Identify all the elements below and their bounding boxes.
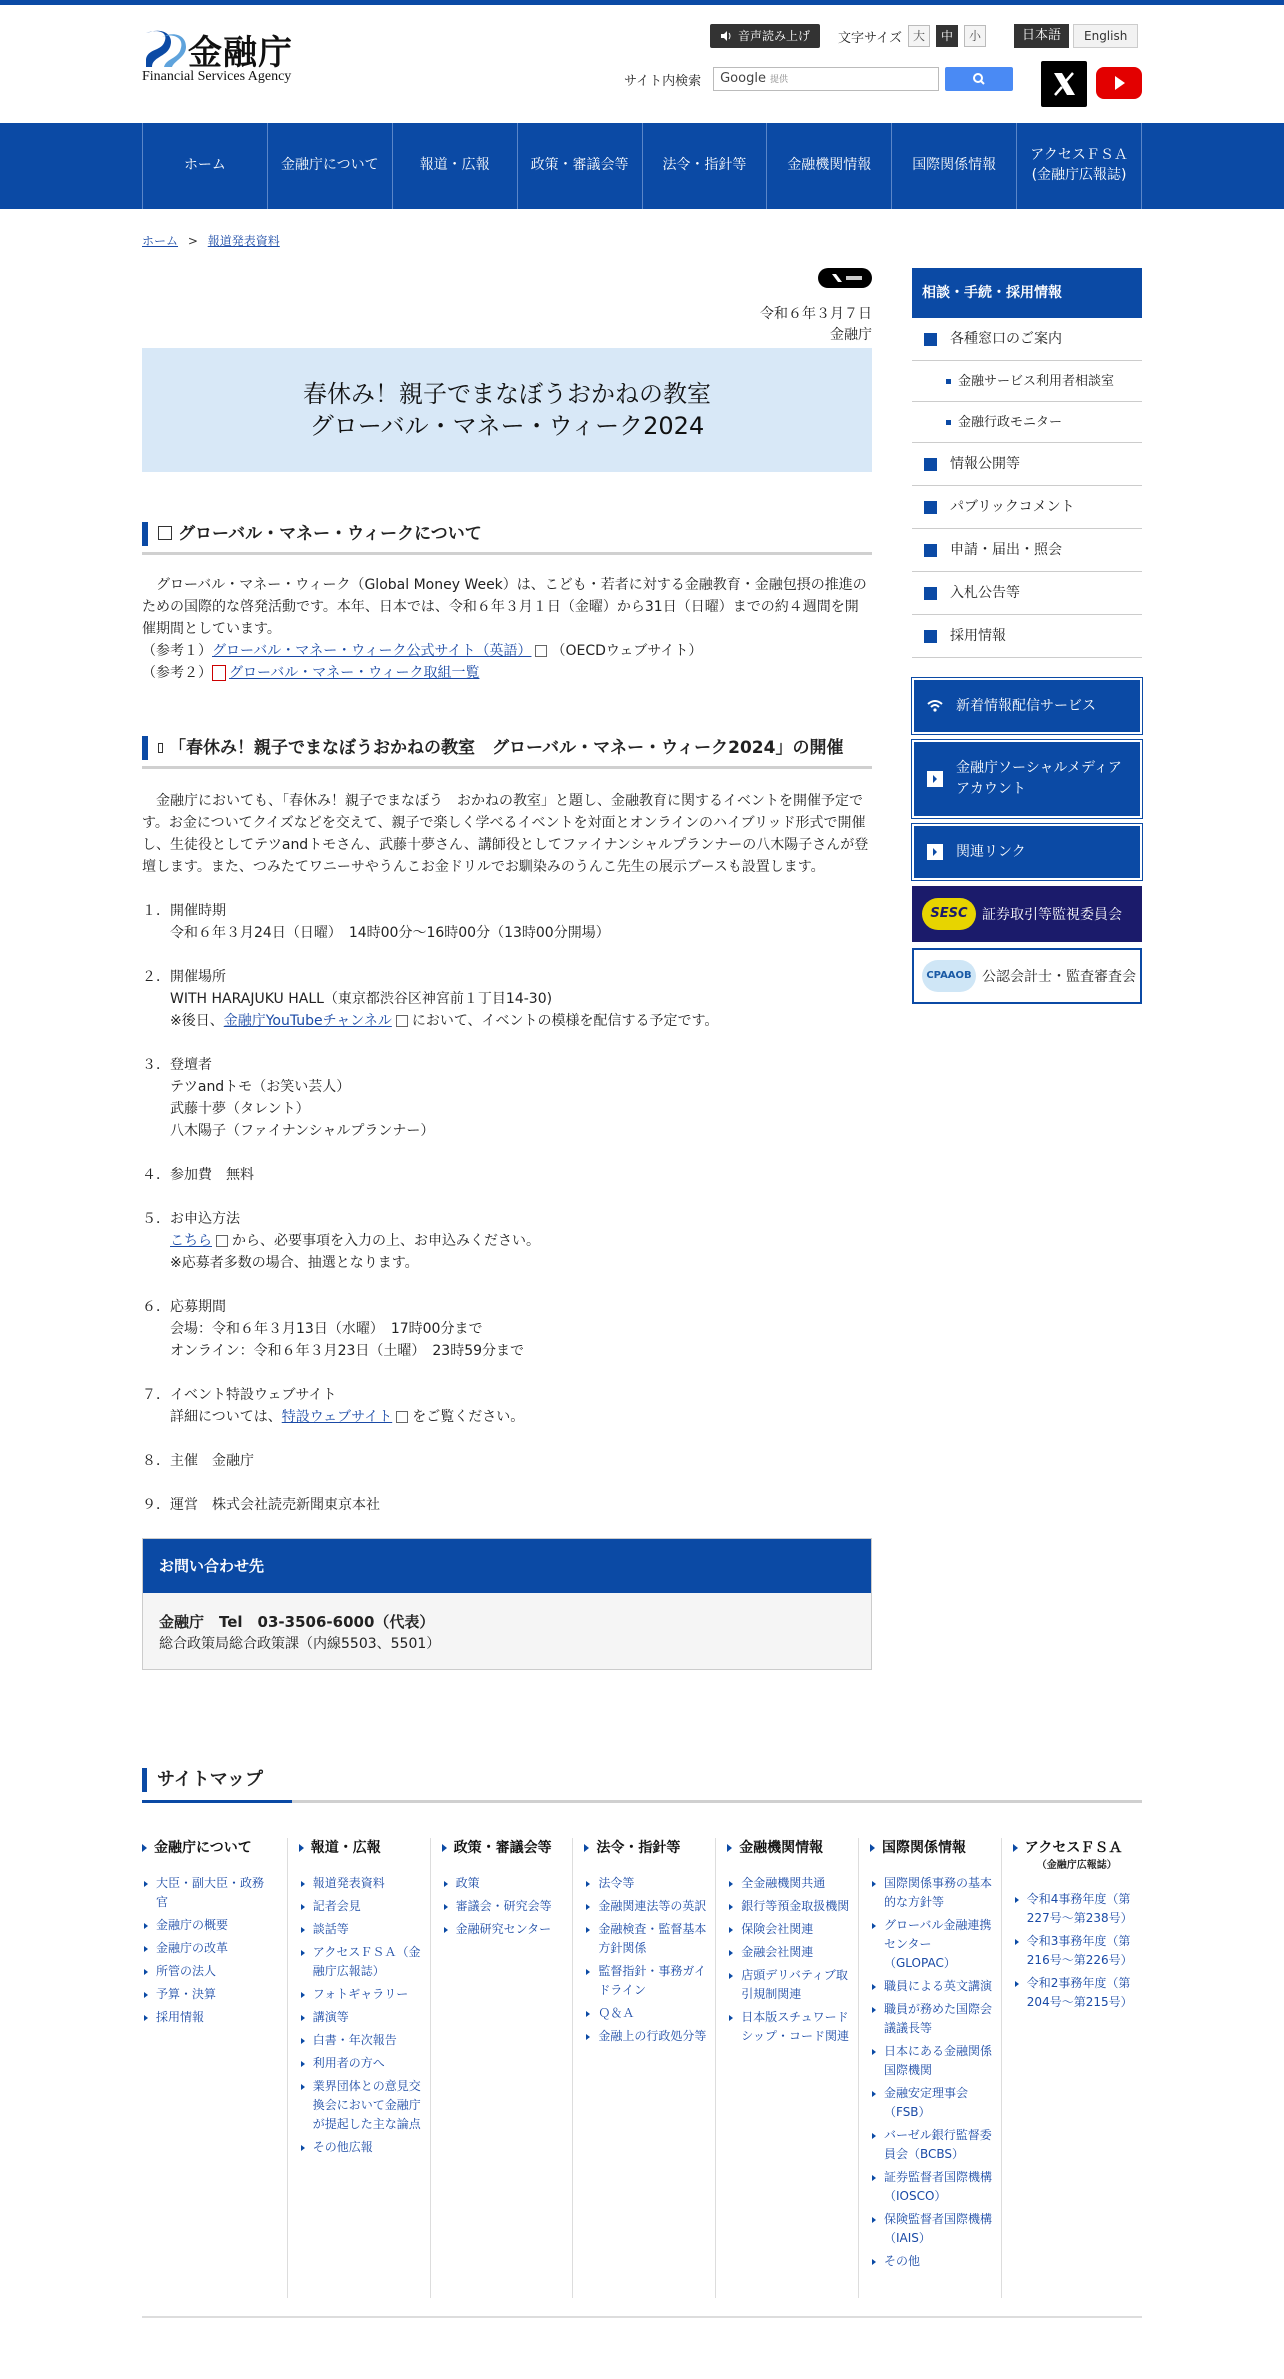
sitemap-column-divider <box>858 1838 859 2298</box>
sidebar-item-label: 申請・届出・照会 <box>950 542 1062 558</box>
item-number: ９． <box>142 1497 170 1513</box>
sitemap-link[interactable]: 所管の法人 <box>142 1962 267 1981</box>
utility-bar <box>710 24 1138 48</box>
sitemap-column <box>299 1838 424 2161</box>
footer-divider <box>142 2316 1142 2318</box>
sitemap-link[interactable]: 銀行等預金取扱機関 <box>727 1897 852 1916</box>
social-media-button[interactable] <box>912 740 1142 818</box>
sitemap-column-heading[interactable]: 金融庁について <box>142 1838 267 1858</box>
font-size-large-button[interactable]: 大 <box>908 25 930 47</box>
font-size-label: 文字サイズ <box>838 30 902 46</box>
related-links-label: 関連リンク <box>956 843 1026 860</box>
search-input[interactable] <box>713 67 939 91</box>
site-search <box>624 67 1013 91</box>
item-line <box>170 1230 872 1252</box>
sitemap-link[interactable]: 法令等 <box>584 1874 709 1893</box>
square-bullet-icon <box>924 630 937 643</box>
sitemap-column-heading[interactable]: 金融機関情報 <box>727 1838 852 1858</box>
sitemap-column-heading[interactable]: 国際関係情報 <box>870 1838 995 1858</box>
sitemap-column <box>442 1838 567 1943</box>
sitemap-link[interactable]: 国際関係事務の基本的な方針等 <box>870 1874 995 1912</box>
sitemap-link[interactable]: 審議会・研究会等 <box>442 1897 567 1916</box>
square-bullet-icon <box>924 587 937 600</box>
sitemap-link[interactable]: 令和4事務年度（第227号～第238号） <box>1013 1890 1138 1928</box>
item-title: 開催時期 <box>170 903 226 919</box>
page-title <box>142 348 872 472</box>
square-bullet-icon <box>924 501 937 514</box>
note-prefix: ※後日、 <box>170 1013 224 1029</box>
sidebar-item-label: 各種窓口のご案内 <box>950 331 1062 347</box>
item-number: ５． <box>142 1211 170 1227</box>
sidebar <box>912 268 1142 1004</box>
sitemap-link[interactable]: その他広報 <box>299 2138 424 2157</box>
event-item-organizer <box>142 1450 872 1472</box>
contact-main: 金融庁 Tel 03-3506-6000（代表） <box>159 1613 435 1631</box>
sidebar-item-recruit[interactable] <box>912 615 1142 658</box>
x-share-button[interactable] <box>818 268 872 288</box>
sitemap-link[interactable]: 報道発表資料 <box>299 1874 424 1893</box>
search-icon <box>945 67 1013 91</box>
youtube-social-link[interactable] <box>1096 67 1142 99</box>
external-link-icon <box>396 1411 408 1423</box>
wifi-icon <box>926 697 944 715</box>
sitemap-column <box>870 1838 995 2275</box>
fsa-logo-icon <box>142 29 186 69</box>
arrow-box-icon <box>926 770 944 788</box>
breadcrumb-home[interactable]: ホーム <box>142 234 179 248</box>
page-title-line1: 春休み！親子でまなぼうおかねの教室 <box>303 380 711 408</box>
breadcrumb-current[interactable]: 報道発表資料 <box>207 234 280 248</box>
sitemap-column-divider <box>715 1838 716 2298</box>
publish-info <box>760 304 872 346</box>
social-media-label-1: 金融庁ソーシャルメディア <box>956 760 1122 776</box>
square-bullet-icon <box>924 458 937 471</box>
site-search-label: サイト内検索 <box>624 73 702 89</box>
sidebar-item-public-comment[interactable] <box>912 486 1142 529</box>
sitemap-column-heading[interactable]: 法令・指針等 <box>584 1838 709 1858</box>
site-suffix: をご覧ください。 <box>412 1409 525 1425</box>
sitemap-link[interactable]: 店頭デリバティブ取引規制関連 <box>727 1966 852 2004</box>
pdf-icon <box>212 665 226 681</box>
sitemap-link[interactable]: 全金融機関共通 <box>727 1874 852 1893</box>
section-heading-event <box>142 736 872 760</box>
sitemap-link[interactable]: 政策 <box>442 1874 567 1893</box>
contact-box <box>142 1538 872 1670</box>
sitemap-link-list <box>1013 1890 1138 2012</box>
square-bullet-icon <box>924 544 937 557</box>
apply-link[interactable]: こちら <box>170 1233 212 1249</box>
gmw-initiatives-link[interactable]: グローバル・マネー・ウィーク取組一覧 <box>229 665 480 681</box>
sitemap-link[interactable]: Ｑ＆Ａ <box>584 2004 709 2023</box>
language-english-button[interactable]: English <box>1073 24 1138 48</box>
x-share-icon <box>818 268 872 288</box>
item-line: 会場：令和６年３月13日（水曜） 17時00分まで <box>170 1321 483 1337</box>
sitemap-column-heading[interactable]: 政策・審議会等 <box>442 1838 567 1858</box>
item-title: 開催場所 <box>170 969 226 985</box>
language-japanese-button[interactable]: 日本語 <box>1014 24 1069 48</box>
heading-marker-icon <box>158 743 163 753</box>
sitemap-column-divider <box>1001 1838 1002 2298</box>
sitemap-link[interactable]: 採用情報 <box>142 2008 267 2027</box>
cpaaob-label: 公認会計士・監査審査会 <box>982 969 1136 985</box>
x-logo-icon <box>1041 61 1087 107</box>
sitemap-link[interactable]: 白書・年次報告 <box>299 2031 424 2050</box>
youtube-play-icon <box>1096 67 1142 99</box>
nav-access-fsa[interactable]: アクセスＦＳＡ (金融庁広報誌) <box>1017 123 1142 209</box>
sidebar-heading: 相談・手続・採用情報 <box>912 268 1142 318</box>
sitemap-link[interactable]: 金融会社関連 <box>727 1943 852 1962</box>
sitemap-link[interactable]: バーゼル銀行監督委員会（BCBS） <box>870 2126 995 2164</box>
item-title: お申込方法 <box>170 1211 240 1227</box>
ref1-suffix: （OECDウェブサイト） <box>551 643 703 659</box>
section-heading-event-text: 「春休み！親子でまなぼうおかねの教室 グローバル・マネー・ウィーク2024」の開催 <box>169 738 844 758</box>
sidebar-item-label: 金融サービス利用者相談室 <box>958 374 1115 389</box>
sesc-logo-text: SESC <box>930 906 968 921</box>
section-divider <box>142 552 872 555</box>
apply-text: から、必要事項を入力の上、お申込みください。 <box>232 1233 540 1249</box>
item-note <box>170 1010 872 1032</box>
sitemap-link[interactable]: 金融庁の改革 <box>142 1939 267 1958</box>
sitemap-link[interactable]: 金融安定理事会（FSB） <box>870 2084 995 2122</box>
sitemap-link[interactable]: 令和3事務年度（第216号～第226号） <box>1013 1932 1138 1970</box>
heading-box-icon <box>158 526 172 540</box>
related-links-button[interactable] <box>912 824 1142 880</box>
voice-readout-button[interactable] <box>710 24 820 48</box>
nav-institutions[interactable]: 金融機関情報 <box>767 123 892 209</box>
sitemap-link[interactable]: 記者会見 <box>299 1897 424 1916</box>
sitemap-link[interactable]: 予算・決算 <box>142 1985 267 2004</box>
event-item-website <box>142 1384 872 1428</box>
news-delivery-label: 新着情報配信サービス <box>956 697 1096 714</box>
gmw-official-site-link[interactable]: グローバル・マネー・ウィーク公式サイト（英語） <box>212 643 532 659</box>
sitemap-link[interactable]: 講演等 <box>299 2008 424 2027</box>
event-item-period <box>142 1296 872 1362</box>
logo-text-en: Financial Services Agency <box>142 69 292 84</box>
item-line: WITH HARAJUKU HALL（東京都渋谷区神宮前１丁目14-30) <box>170 991 553 1007</box>
sidebar-item-label: 金融行政モニター <box>958 415 1063 430</box>
sidebar-item-label: 採用情報 <box>950 628 1006 644</box>
cpaaob-logo-text: CPAAOB <box>926 970 972 981</box>
sitemap-link-list <box>442 1874 567 1939</box>
site-prefix: 詳細については、 <box>170 1409 282 1425</box>
sidebar-item-label: 情報公開等 <box>950 456 1020 472</box>
sitemap-link-list <box>584 1874 709 2046</box>
bullet-icon <box>946 379 951 384</box>
publish-date: 令和６年３月７日 <box>760 306 872 322</box>
sitemap-link-list <box>727 1874 852 2046</box>
cpaaob-banner[interactable] <box>912 948 1142 1004</box>
search-placeholder: Google <box>720 71 766 86</box>
sitemap-link[interactable]: 金融庁の概要 <box>142 1916 267 1935</box>
sitemap-column-subheading: （金融庁広報誌） <box>1036 1860 1117 1871</box>
item-title: 応募期間 <box>170 1299 226 1315</box>
section-heading-about-text: グローバル・マネー・ウィークについて <box>178 524 482 544</box>
item-line: オンライン：令和６年３月23日（土曜） 23時59分まで <box>170 1343 525 1359</box>
nav-home[interactable]: ホーム <box>143 123 268 209</box>
sitemap-link[interactable]: 大臣・副大臣・政務官 <box>142 1874 267 1912</box>
sitemap-link[interactable]: 業界団体との意見交換会において金融庁が提起した主な論点 <box>299 2077 424 2134</box>
sitemap-link[interactable]: 日本版スチュワードシップ・コード関連 <box>727 2008 852 2046</box>
section-divider <box>142 766 872 769</box>
external-link-icon <box>396 1015 408 1027</box>
youtube-channel-link[interactable]: 金融庁YouTubeチャンネル <box>223 1013 392 1029</box>
reference-1 <box>142 640 872 662</box>
page-title-line2: グローバル・マネー・ウィーク2024 <box>309 412 705 440</box>
event-item-operator <box>142 1494 872 1516</box>
sitemap-link[interactable]: フォトギャラリー <box>299 1985 424 2004</box>
item-number: ４． <box>142 1167 170 1183</box>
sidebar-item-contact-windows[interactable] <box>912 318 1142 361</box>
contact-department: 総合政策局総合政策課（内線5503、5501） <box>159 1636 441 1652</box>
item-number: １． <box>142 903 170 919</box>
sitemap-link[interactable]: 金融研究センター <box>442 1920 567 1939</box>
item-line: 武藤十夢（タレント） <box>170 1101 310 1117</box>
sitemap-heading: サイトマップ <box>142 1768 263 1792</box>
item-line: テツandトモ（お笑い芸人） <box>170 1079 351 1095</box>
event-item-apply <box>142 1208 872 1274</box>
sitemap-link[interactable]: 金融検査・監督基本方針関係 <box>584 1920 709 1958</box>
item-title: 参加費 無料 <box>170 1167 254 1183</box>
item-number: ３． <box>142 1057 170 1073</box>
sitemap-link[interactable]: アクセスＦＳＡ（金融庁広報誌） <box>299 1943 424 1981</box>
reference-2 <box>142 662 872 684</box>
nav-laws[interactable]: 法令・指針等 <box>643 123 768 209</box>
item-note: ※応募者多数の場合、抽選となります。 <box>170 1255 419 1271</box>
about-paragraph: グローバル・マネー・ウィーク（Global Money Week）は、こども・若者に対する金融教育・金融包摂の推進のための国際的な啓発活動です。本年、日本では、令和６年３月１日（金曜）から31日（日曜）までの約４週間を開催期間としています。 <box>142 577 867 637</box>
sesc-banner[interactable] <box>912 886 1142 942</box>
publish-org: 金融庁 <box>830 327 872 343</box>
item-line <box>170 1406 872 1428</box>
sitemap-link[interactable]: 監督指針・事務ガイドライン <box>584 1962 709 2000</box>
sitemap-link[interactable]: グローバル金融連携センター（GLOPAC） <box>870 1916 995 1973</box>
sitemap-link[interactable]: 談話等 <box>299 1920 424 1939</box>
item-number: ８． <box>142 1453 170 1469</box>
sidebar-item-label: 入札公告等 <box>950 585 1020 601</box>
item-title: 登壇者 <box>170 1057 212 1073</box>
sitemap-column <box>1013 1838 1138 2016</box>
social-media-label-2: アカウント <box>956 781 1026 797</box>
event-item-speakers <box>142 1054 872 1142</box>
sitemap-column <box>142 1838 267 2031</box>
item-line: 八木陽子（ファイナンシャルプランナー） <box>170 1123 435 1139</box>
nav-about[interactable]: 金融庁について <box>268 123 393 209</box>
sitemap-link[interactable]: 利用者の方へ <box>299 2054 424 2073</box>
ref2-prefix: （参考２） <box>142 665 212 681</box>
sesc-label: 証券取引等監視委員会 <box>982 907 1122 923</box>
font-size-small-button[interactable]: 小 <box>964 25 986 47</box>
x-social-link[interactable] <box>1041 61 1087 107</box>
external-link-icon <box>216 1235 228 1247</box>
sitemap-column-divider <box>430 1838 431 2298</box>
sidebar-item-consultation[interactable] <box>912 361 1142 402</box>
sitemap-column-divider <box>572 1838 573 2298</box>
item-number: ６． <box>142 1299 170 1315</box>
event-item-fee <box>142 1164 872 1186</box>
sitemap-column-divider <box>287 1838 288 2298</box>
sitemap-link-list <box>142 1874 267 2027</box>
sitemap-divider <box>142 1800 1142 1803</box>
note-suffix: において、イベントの模様を配信する予定です。 <box>411 1013 719 1029</box>
item-number: ２． <box>142 969 170 985</box>
site-header <box>0 5 1284 123</box>
item-title: 運営 株式会社読売新聞東京本社 <box>170 1497 380 1513</box>
speaker-icon <box>720 30 732 42</box>
font-size-medium-button[interactable]: 中 <box>936 25 958 47</box>
sesc-logo <box>922 898 976 930</box>
sitemap-link[interactable]: その他 <box>870 2252 995 2271</box>
cpaaob-logo <box>922 960 976 992</box>
item-title: イベント特設ウェブサイト <box>170 1387 337 1403</box>
event-paragraph: 金融庁においても、「春休み！親子でまなぼう おかねの教室」と題し、金融教育に関するイベントを開催予定です。お金についてクイズなどを交えて、親子で楽しく学べるイベントを対面とオンラインのハイブリッド形式で開催し、生徒役としてテツandトモさん、武藤十夢さん、講師役としてファイナンシャルプランナーの八木陽子さんが登壇します。また、つみたてワニーサやうんこお金ドリルでお馴染みのうんこ先生の展示ブースも設置します。 <box>142 793 869 875</box>
sitemap-column <box>727 1838 852 2050</box>
ref1-prefix: （参考１） <box>142 643 212 659</box>
bullet-icon <box>946 420 951 425</box>
special-website-link[interactable]: 特設ウェブサイト <box>281 1409 393 1425</box>
logo-text-jp: 金融庁 <box>188 33 293 73</box>
voice-readout-label: 音声読み上げ <box>738 29 811 43</box>
sitemap-link[interactable]: 金融上の行政処分等 <box>584 2027 709 2046</box>
square-bullet-icon <box>924 333 937 346</box>
nav-press[interactable]: 報道・広報 <box>393 123 518 209</box>
event-item-venue <box>142 966 872 1032</box>
sidebar-item-bids[interactable] <box>912 572 1142 615</box>
arrow-box-icon <box>926 843 944 861</box>
sitemap-link[interactable]: 保険会社関連 <box>727 1920 852 1939</box>
item-title: 主催 金融庁 <box>170 1453 254 1469</box>
item-line: 令和６年３月24日（日曜） 14時00分～16時00分（13時00分開場） <box>170 925 610 941</box>
search-provider-text: 提供 <box>769 75 788 85</box>
sitemap-link[interactable]: 令和2事務年度（第204号～第215号） <box>1013 1974 1138 2012</box>
sidebar-item-disclosure[interactable] <box>912 443 1142 486</box>
sitemap-link[interactable]: 証券監督者国際機構（IOSCO） <box>870 2168 995 2206</box>
sitemap-link[interactable]: 金融関連法等の英訳 <box>584 1897 709 1916</box>
breadcrumb-separator: > <box>187 234 198 248</box>
sitemap-link[interactable]: 職員による英文講演 <box>870 1977 995 1996</box>
sitemap-link-list <box>299 1874 424 2157</box>
sidebar-item-label: パブリックコメント <box>950 499 1075 515</box>
global-navigation <box>0 123 1284 209</box>
sitemap-column <box>584 1838 709 2050</box>
sitemap-link[interactable]: 日本にある金融関係国際機関 <box>870 2042 995 2080</box>
site-logo[interactable] <box>142 25 312 87</box>
sitemap-link[interactable]: 保険監督者国際機構（IAIS） <box>870 2210 995 2248</box>
sitemap-link[interactable]: 職員が務めた国際会議議長等 <box>870 2000 995 2038</box>
external-link-icon <box>535 645 547 657</box>
search-button[interactable] <box>945 67 1013 91</box>
section-heading-about <box>142 522 872 546</box>
nav-policy[interactable]: 政策・審議会等 <box>518 123 643 209</box>
sitemap-column-heading[interactable]: アクセスＦＳＡ <box>1013 1838 1138 1858</box>
sidebar-item-monitor[interactable] <box>912 402 1142 443</box>
sidebar-item-applications[interactable] <box>912 529 1142 572</box>
sitemap-column-heading[interactable]: 報道・広報 <box>299 1838 424 1858</box>
breadcrumb <box>142 232 280 249</box>
nav-international[interactable]: 国際関係情報 <box>892 123 1017 209</box>
sitemap-link-list <box>870 1874 995 2271</box>
contact-heading: お問い合わせ先 <box>143 1539 871 1593</box>
news-delivery-button[interactable] <box>912 678 1142 734</box>
item-number: ７． <box>142 1387 170 1403</box>
event-item-date <box>142 900 872 944</box>
